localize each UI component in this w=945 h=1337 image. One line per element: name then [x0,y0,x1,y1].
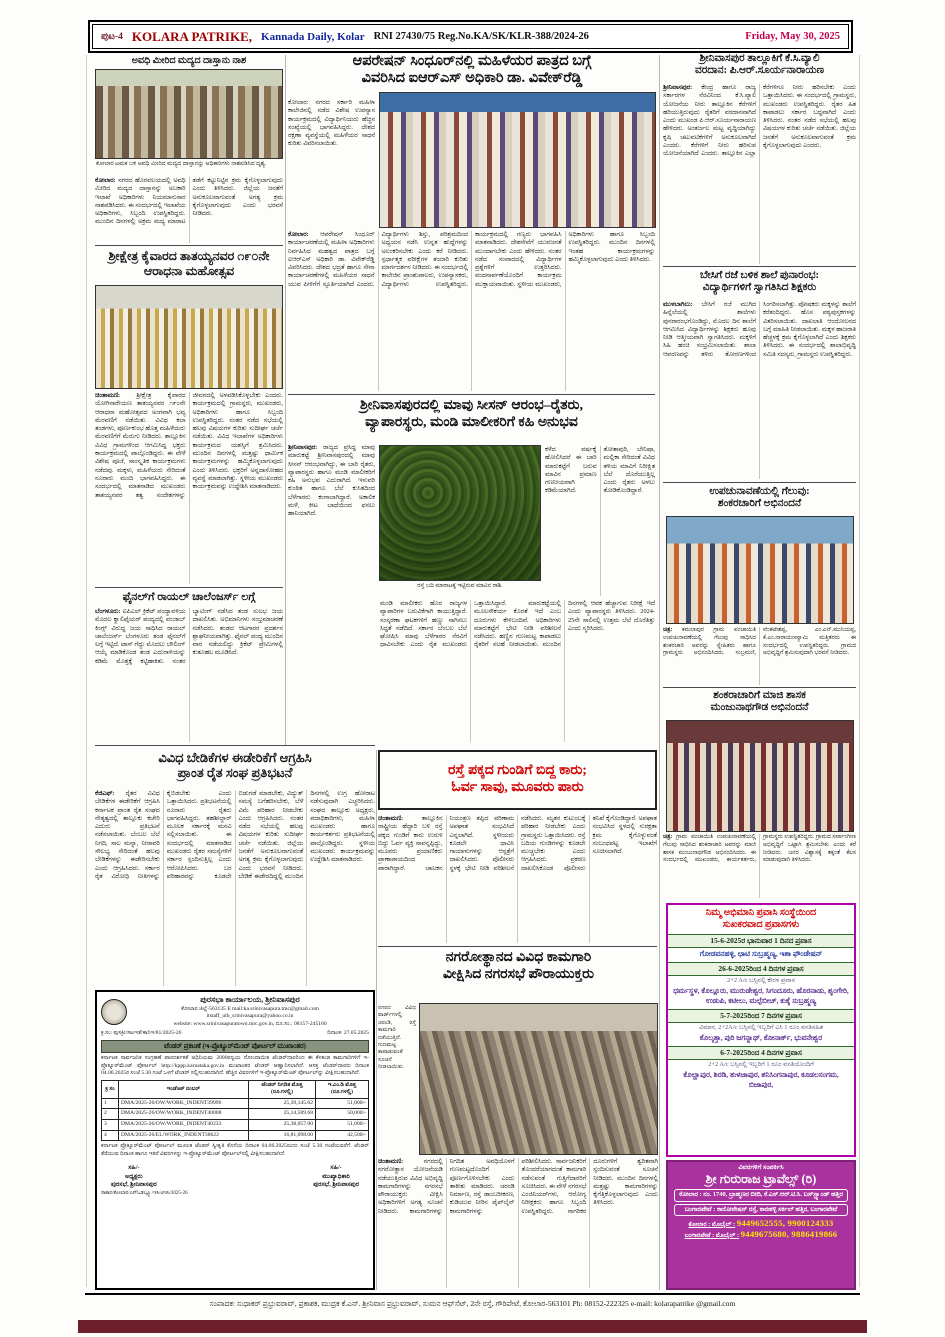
travel-section [668,962,854,1009]
divider [95,745,375,746]
tender-line1: ಕೋಲಾರ ಜಿಲ್ಲೆ-563135 E mail:ka.srinivasapura.tmc@gmail.com [181,1005,319,1012]
tour-bus-note: 2+2 A/c ಬಸ್ಸಿನಲ್ಲಿ ಕೇರಳ ಪ್ರವಾಸ [727,976,795,984]
sign-office: ಪುರಸಭೆ, ಶ್ರೀನಿವಾಸಪುರ [111,1180,157,1188]
tender-line2: itstaff_ulb_srinivasapura@yahoo.co.in [206,1013,294,1020]
body-text: ನಗರದಲ್ಲಿ ನಗರೋತ್ಥಾನ ಯೋಜನೆಯಡಿ ನಡೆಯುತ್ತಿರುವ ವಿವಿಧ ಅಭಿವೃದ್ಧಿ ಕಾಮಗಾರಿಗಳನ್ನು ನಗರಸಭೆ ಪೌರಾಯುಕ್ತರು ವೀಕ್ಷಿಸಿ ಅಧಿಕಾರಿಗಳಿಗೆ ಅಗತ್ಯ ಸೂಚನೆ ನೀಡಿದರು. ಕಾಮಗಾರಿಗಳನ್ನು ನಿಗದಿತ ಅವಧಿಯೊಳಗೆ ಗುಣಮಟ್ಟದೊಂದಿಗೆ ಪೂರ್ಣಗೊಳಿಸಬೇಕು ಎಂದು ತಾಕೀತು ಮಾಡಿದರು. ಚರಂಡಿ ನಿರ್ಮಾಣ, ರಸ್ತೆ ಡಾಂಬರೀಕರಣ, ಕುಡಿಯುವ ನೀರಿನ ಪೈಪ್‌ಲೈನ್ ಕಾಮಗಾರಿಗಳನ್ನು ಪರಿಶೀಲಿಸಿದರು. ಸಾರ್ವಜನಿಕರಿಗೆ ತೊಂದರೆಯಾಗದಂತೆ ಕಾಮಗಾರಿ ನಡೆಸುವಂತೆ ಗುತ್ತಿಗೆದಾರರಿಗೆ ಸೂಚಿಸಿದರು. ಈ ವೇಳೆ ನಗರಸಭೆ ಎಂಜಿನಿಯರ್‌ಗಳು, ಆರೋಗ್ಯ ನಿರೀಕ್ಷಕರು ಹಾಗೂ ಸಿಬ್ಬಂದಿ ಉಪಸ್ಥಿತರಿದ್ದರು. ನಾಗರಿಕರ ದೂರುಗಳಿಗೆ ತ್ವರಿತವಾಗಿ ಸ್ಪಂದಿಸುವಂತೆ ಸೂಚನೆ ನೀಡಿದರು. ಮುಂದಿನ ದಿನಗಳಲ್ಲಿ ಮತ್ತಷ್ಟು ಕಾಮಗಾರಿಗಳನ್ನು ಕೈಗೆತ್ತಿಕೊಳ್ಳಲಾಗುವುದು ಎಂದು ತಿಳಿಸಿದರು. [378,1158,658,1215]
headline-rcb-final: ಫೈನಲ್‌ಗೆ ರಾಯಲ್ ಚಾಲೆಂಜರ್ಸ್ ಲಗ್ಗೆ [122,591,256,603]
cell: DMA/2025-26/OW/WORK_INDENT39996 [119,1098,249,1109]
body-text: ತಾಲ್ಲೂಕಿನ ರಾಷ್ಟ್ರೀಯ ಹೆದ್ದಾರಿ ಬಳಿ ರಸ್ತೆ ಪಕ್ಕದ ಗುಂಡಿಗೆ ಕಾರು ಉರುಳಿ ಬಿದ್ದು ಓರ್ವ ವ್ಯಕ್ತಿ ಸಾವನ್ನಪ್ಪಿದ್ದು, ಮೂವರು ಪ್ರಯಾಣಿಕರು ಪ್ರಾಣಾಪಾಯದಿಂದ ಪಾರಾಗಿದ್ದಾರೆ. ಚಾಲಕನ ನಿಯಂತ್ರಣ ತಪ್ಪಿದ ಪರಿಣಾಮ ಅಪಘಾತ ಸಂಭವಿಸಿದೆ ಎನ್ನಲಾಗಿದೆ. ಸ್ಥಳೀಯರು ಕೂಡಲೇ ಧಾವಿಸಿ ಗಾಯಾಳುಗಳನ್ನು ಆಸ್ಪತ್ರೆಗೆ ದಾಖಲಿಸಿದರು. ಪೊಲೀಸರು ಸ್ಥಳಕ್ಕೆ ಭೇಟಿ ನೀಡಿ ಪರಿಶೀಲನೆ ನಡೆಸಿದರು. ಮೃತರ ಕುಟುಂಬಕ್ಕೆ ಪರಿಹಾರ ನೀಡಬೇಕು ಎಂದು ಗ್ರಾಮಸ್ಥರು ಒತ್ತಾಯಿಸಿದರು. ರಸ್ತೆ ಬದಿಯ ಗುಂಡಿಗಳನ್ನು ಕೂಡಲೇ ಮುಚ್ಚಬೇಕು ಎಂದು ಆಗ್ರಹಿಸಿದರು. ಪ್ರಕರಣ ದಾಖಲಿಸಿಕೊಂಡ ಪೊಲೀಸರು ತನಿಖೆ ಕೈಗೊಂಡಿದ್ದಾರೆ. ಅಪಘಾತ ಸಂಭವಿಸಿದ ಸ್ಥಳದಲ್ಲಿ ಸುರಕ್ಷತಾ ಕ್ರಮ ಕೈಗೊಳ್ಳುವಂತೆ ಸಂಬಂಧಪಟ್ಟ ಇಲಾಖೆಗೆ ಸೂಚಿಸಲಾಗಿದೆ. [378,815,657,872]
tour-destinations: ಗೋಡವನಹಳ್ಳಿ, ಛಾಟಿ ಸುಬ್ರಹ್ಮಣ್ಯ, ಇಶಾ ಫೌಂಡೇಷನ್ [699,948,823,958]
gururaj-travels-ad [666,1160,856,1290]
sign-office: ಪುರಸಭೆ, ಶ್ರೀನಿವಾಸಪುರ [313,1180,359,1188]
headline-line1: ಶ್ರೀನಿವಾಸಪುರದಲ್ಲಿ ಮಾವು ಸೀಸನ್ ಆರಂಭ–ರೈತರು, [360,398,583,413]
headline-operation-sindoor [288,53,656,87]
headline-line2: ಪ್ರಾಂತ ರೈತ ಸಂಘ ಪ್ರತಿಭಟನೆ [177,765,293,781]
cell: 2 [102,1109,119,1120]
divider [95,245,283,246]
tour-destinations: ಧರ್ಮಸ್ಥಳ, ಕೊಲ್ಲೂರು, ಮುರುಡೇಶ್ವರ, ಸಿಗಂದೂರು, ಹೊರನಾಡು, ಶೃಂಗೇರಿ, ಉಡುಪಿ, ಕಟೀಲು, ಮಲ್ಪೆಬೀಚ್, ಕುಕ್ಕೆ ಸುಬ್ರಹ್ಮಣ್ಯ [673,985,849,1005]
dateline: ಚಿಂತಾಮಣಿ: [95,392,121,399]
tender-date: ದಿನಾಂಕ: 27.05.2025 [327,1030,369,1037]
tour-date-header: 15-6-2025ರ ಭಾನುವಾರ 1 ದಿನದ ಪ್ರವಾಸ [668,934,854,948]
headline-mango-season [288,398,655,431]
ad-address-kolar: ಕೋಲಾರ : ನಂ. 1740, ಬ್ರಾಹ್ಮಣರ ಬೀದಿ, ಕೆ.ಎಸ್.ಆರ್.ಟಿ.ಸಿ. ಬಸ್‌ಸ್ಟ್ಯಾಂಡ್ ಹತ್ತಿರ [674,1189,848,1202]
divider [95,587,283,588]
travel-section [668,934,854,962]
photo-liquor-destruction [96,70,282,158]
table-row [102,1119,369,1130]
tour-date-header: 26-6-2025ರಿಂದ 4 ದಿನಗಳ ಪ್ರವಾಸ [668,962,854,976]
rni-number: RNI 27430/75 Reg.No.KA/SK/KLR-388/2024-26 [373,31,589,42]
tour-date-header: 5-7-2025ರಿಂದ 7 ದಿನಗಳ ಪ್ರವಾಸ [668,1009,854,1023]
signature-left [111,1164,157,1189]
travel-ad [666,903,856,1157]
dateline: ಕೆಜಿಎಫ್: [95,790,115,797]
photo-stage-group [380,93,655,227]
headline-car-accident-box [378,750,657,810]
paper-title: KOLARA PATRIKE, [131,28,253,44]
body-text: ಗ್ರಾಮ ಪಂಚಾಯಿತಿ ಉಪಚುನಾವಣೆಯಲ್ಲಿ ಗೆಲುವು ಸಾಧಿಸಿದ ಶಂಕರಾಚಾರಿ ಅವರನ್ನು ಮಾಜಿ ಶಾಸಕ ಮಂಜುನಾಥಗೌಡ ಅಭಿನಂದಿಸಿದರು. ಈ ಸಂದರ್ಭದಲ್ಲಿ ಮುಖಂಡರು, ಕಾರ್ಯಕರ್ತರು, ಗ್ರಾಮಸ್ಥರು ಉಪಸ್ಥಿತರಿದ್ದರು. ಗ್ರಾಮದ ಸರ್ವಾಂಗೀಣ ಅಭಿವೃದ್ಧಿಗೆ ಒಟ್ಟಾಗಿ ಶ್ರಮಿಸಬೇಕು ಎಂದು ಕರೆ ನೀಡಿದರು. ಜನರ ವಿಶ್ವಾಸಕ್ಕೆ ತಕ್ಕಂತೆ ಕೆಲಸ ಮಾಡುವುದಾಗಿ ತಿಳಿಸಿದರು. [663,834,856,864]
headline-line2: ಶಂಕರಚಾರಿಗೆ ಅಭಿನಂದನೆ [717,498,802,510]
cell: 42,500/- [316,1130,369,1141]
divider [663,482,856,483]
article-liquor-body [95,177,283,243]
cell: DMA/2025-26/OW/WORK_INDENT40233 [119,1119,249,1130]
col-amount: ಟೆಂಡರ್ ನಿಗದಿತ ಮೊತ್ತ (ರೂ.ಗಳಲ್ಲಿ) [249,1080,316,1098]
ad-agency-name: ಶ್ರೀ ಗುರುರಾಜ ಟ್ರಾವೆಲ್ಸ್ (ರಿ) [705,1172,817,1186]
tender-notice-box [95,990,375,1290]
phone-label: ಬಂಗಾರಪೇಟೆ : ಮೊಬೈಲ್ : [684,1232,740,1240]
tour-date-header: 6-7-2025ರಿಂದ 4 ದಿನಗಳ ಪ್ರವಾಸ [668,1046,854,1060]
tour-bus-note: 2+2 A/c ಬಸ್ಸಿನಲ್ಲಿ ಇಬ್ಬರಿಗೆ 1 ರೂಂ ವಸತಿಯೊಂದಿಗೆ [708,1060,814,1068]
tender-table [101,1080,369,1141]
dateline: ಶ್ರೀನಿವಾಸಪುರ: [288,444,318,451]
dateline: ಮುಳಬಾಗಿಲು: [663,301,693,308]
sign-title: ಮುಖ್ಯಾಧಿಕಾರಿ [322,1172,350,1180]
col-emd: ಇ.ಎಂ.ಡಿ ಮೊತ್ತ (ರೂ.ಗಳಲ್ಲಿ) [316,1080,369,1098]
tour-destinations: ಕೊಲ್ಕತ್ತಾ, ಪುರಿ ಜಗನ್ನಾಥ್, ಕೋನಾರ್ಕ್, ಭುವನೇಶ್ವರ [699,1032,823,1042]
body-text: ಆಪರೇಷನ್ ಸಿಂಧೂರ್ ಕಾರ್ಯಾಚರಣೆಯಲ್ಲಿ ಮಹಿಳಾ ಅಧಿಕಾರಿಗಳು ನಿರ್ವಹಿಸಿದ ಮಹತ್ವದ ಪಾತ್ರದ ಬಗ್ಗೆ ಐಆರ್‌ಎಸ್ ಅಧಿಕಾರಿ ಡಾ. ವಿವೇಕ್‌ರೆಡ್ಡಿ ವಿವರಿಸಿದರು. ದೇಶದ ಭದ್ರತೆ ಹಾಗೂ ಸೇನಾ ಕಾರ್ಯಾಚರಣೆಗಳಲ್ಲಿ ಮಹಿಳೆಯರ ಸಾಧನೆ ಯುವ ಪೀಳಿಗೆಗೆ ಸ್ಫೂರ್ತಿಯಾಗಿದೆ ಎಂದರು. ವಿದ್ಯಾರ್ಥಿಗಳು ಶಿಸ್ತು, ಪರಿಶ್ರಮದಿಂದ ಅಧ್ಯಯನ ನಡೆಸಿ ಉನ್ನತ ಹುದ್ದೆಗಳನ್ನು ಅಲಂಕರಿಸಬೇಕು ಎಂದು ಕರೆ ನೀಡಿದರು. ಸ್ಪರ್ಧಾತ್ಮಕ ಪರೀಕ್ಷೆಗಳ ತಯಾರಿ ಕುರಿತು ಮಾರ್ಗದರ್ಶನ ನೀಡಿದರು. ಈ ಸಂದರ್ಭದಲ್ಲಿ ಕಾಲೇಜಿನ ಪ್ರಾಂಶುಪಾಲರು, ಉಪನ್ಯಾಸಕರು, ವಿದ್ಯಾರ್ಥಿಗಳು ಉಪಸ್ಥಿತರಿದ್ದರು. ಕಾರ್ಯಕ್ರಮದಲ್ಲಿ ಗಣ್ಯರು ಭಾಗವಹಿಸಿ ಮಾತನಾಡಿದರು. ದೇಶಸೇವೆಗೆ ಯುವಜನತೆ ಮುಂದಾಗಬೇಕು ಎಂದು ಹೇಳಿದರು. ನಂತರ ನಡೆದ ಸಂವಾದದಲ್ಲಿ ವಿದ್ಯಾರ್ಥಿಗಳ ಪ್ರಶ್ನೆಗಳಿಗೆ ಉತ್ತರಿಸಿದರು. ವಂದನಾರ್ಪಣೆಯೊಂದಿಗೆ ಕಾರ್ಯಕ್ರಮ ಮುಕ್ತಾಯವಾಯಿತು. ಸ್ಥಳೀಯ ಮುಖಂಡರು, ಅಧಿಕಾರಿಗಳು ಹಾಗೂ ಸಿಬ್ಬಂದಿ ಉಪಸ್ಥಿತರಿದ್ದರು. ಮುಂದಿನ ದಿನಗಳಲ್ಲಿ ಇಂತಹ ಕಾರ್ಯಕ್ರಮಗಳನ್ನು ಹಮ್ಮಿಕೊಳ್ಳಲಾಗುವುದು ಎಂದು ತಿಳಿಸಿದರು. [288,231,655,288]
cell: 51,000/- [316,1119,369,1130]
headline-farmers-protest [95,750,375,781]
cell: 25,38,057.00 [249,1119,316,1130]
bottom-color-bar [78,1320,867,1333]
photo-congratulation-group2 [667,721,853,831]
headline-line1: ರಸ್ತೆ ಪಕ್ಕದ ಗುಂಡಿಗೆ ಬಿದ್ದ ಕಾರು; [448,763,587,779]
body-text: ಐಪಿಎಲ್ ಕ್ರಿಕೆಟ್ ಪಂದ್ಯಾವಳಿಯ ಮೊದಲ ಕ್ವಾಲಿಫೈಯರ್ ಪಂದ್ಯದಲ್ಲಿ ಪಂಜಾಬ್ ಕಿಂಗ್ಸ್ ವಿರುದ್ಧ ಜಯ ಸಾಧಿಸಿದ ರಾಯಲ್ ಚಾಲೆಂಜರ್ಸ್ ಬೆಂಗಳೂರು ತಂಡ ಫೈನಲ್‌ಗೆ ಲಗ್ಗೆ ಇಟ್ಟಿದೆ. ಟಾಸ್ ಗೆದ್ದು ಮೊದಲು ಬೌಲಿಂಗ್ ಆಯ್ಕೆ ಮಾಡಿಕೊಂಡ ತಂಡ ಎದುರಾಳಿಯನ್ನು ಕಡಿಮೆ ಮೊತ್ತಕ್ಕೆ ಕಟ್ಟಿಹಾಕಿತು. ನಂತರ ಬ್ಯಾಟಿಂಗ್ ನಡೆಸಿದ ತಂಡ ಸುಲಭ ಜಯ ದಾಖಲಿಸಿತು. ಅಭಿಮಾನಿಗಳು ಸಂಭ್ರಮಾಚರಣೆ ನಡೆಸಿದರು. ತಂಡದ ಆಟಗಾರರ ಪ್ರದರ್ಶನ ಶ್ಲಾಘನೀಯವಾಗಿತ್ತು. ಫೈನಲ್ ಪಂದ್ಯ ಮುಂದಿನ ವಾರ ನಡೆಯಲಿದ್ದು ಕ್ರಿಕೆಟ್ ಪ್ರೇಮಿಗಳಲ್ಲಿ ಕುತೂಹಲ ಮೂಡಿಸಿದೆ. [95,608,283,665]
dateline: ಬೆಂಗಳೂರು: [95,608,121,615]
cell: 16,81,098.00 [249,1130,316,1141]
article-byelection-caption [663,627,856,685]
cell: 3 [102,1119,119,1130]
tour-destinations: ಕೊಲ್ಹಾಪುರ, ಶಿರಡಿ, ತುಳಜಾಪುರ, ಶನಿಸಿಂಗನಾಪುರ, ಕೂಡಲಸಂಗಮ, ಬಿಜಾಪುರ, [683,1069,839,1089]
divider [378,946,657,947]
page-left-edge [86,55,87,1287]
headline-line1: ಆಪರೇಷನ್ ಸಿಂಧೂರ್‌ನಲ್ಲಿ ಮಹಿಳೆಯರ ಪಾತ್ರದ ಬಗ್ಗೆ [352,53,592,69]
table-row [102,1130,369,1141]
cell: 50,000/- [316,1109,369,1120]
cell: DMA/2025-26/EL/WORK_INDENT38622 [119,1130,249,1141]
tender-table-header [102,1080,369,1098]
travel-section [668,1046,854,1093]
dateline: ಶ್ರೀನಿವಾಸಪುರ: [663,84,693,91]
phone-number: 9449675680, 9886419866 [740,1229,838,1240]
article-rcb-body [95,608,283,742]
page-right-edge [859,55,860,1287]
column-rule [659,55,660,1290]
tender-office: ಪುರಸಭಾ ಕಾರ್ಯಾಲಯ, ಶ್ರೀನಿವಾಸಪುರ [200,995,300,1004]
cell: 1 [102,1098,119,1109]
column-rule [285,55,286,745]
divider [288,394,655,395]
imprint-line: ಸಂಪಾದಕ: ಸುಧಾಕರ್ ಪ್ರಭ್ರುವರಾವ್, ಪ್ರಕಾಶಕ, ಮುದ್ರಕ ಕೆ.ಎನ್. ಶ್ರೀನಿವಾಸ ಪ್ರಭ್ರುವರಾವ್, ಸುಮನ ಆಫ್‌ಸೆಟ್, 2ನೇ ರಸ್ತೆ, ಗೌರಿಪೇಟೆ, ಕೋಲಾರ-563101 Ph: 08152-222325 e-mail: kolarapatrike @gmail.com [209,1299,736,1308]
photo-congratulation-group1 [667,517,853,623]
ad-phone-kolar [672,1218,850,1229]
headline-line2: ವರದಾನ: ಪಿ.ಆರ್.ಸೂರ್ಯನಾರಾಯಣ [694,65,825,77]
sign-title: ಅಧ್ಯಕ್ಷರು [125,1172,143,1180]
headline-line2: ವ್ಯಾಪಾರಸ್ಥರು, ಮಂಡಿ ಮಾಲೀಕರಿಗೆ ಕಹಿ ಅನುಭವ [365,414,578,430]
article-mango-bottom: ಮಂಡಿ ಮಾಲೀಕರು ಹೊರ ರಾಜ್ಯಗಳ ವ್ಯಾಪಾರಿಗಳ ಬರುವಿಕೆಗಾಗಿ ಕಾಯುತ್ತಿದ್ದಾರೆ. ಸಂಸ್ಕರಣಾ ಘಟಕಗಳಿಗೆ ಹಣ್ಣು ಸಾಗಿಸಲು ಸಿದ್ಧತೆ ನಡೆದಿದೆ. ಸರ್ಕಾರ ಬೆಂಬಲ ಬೆಲೆ ಘೋಷಿಸಿ ಮಾವು ಬೆಳೆಗಾರರ ನೆರವಿಗೆ ಧಾವಿಸಬೇಕು ಎಂದು ರೈತ ಮುಖಂಡರು ಒತ್ತಾಯಿಸಿದ್ದಾರೆ. ಮಾರುಕಟ್ಟೆಯಲ್ಲಿ ಮೂಲಸೌಕರ್ಯ ಕೊರತೆ ಇದೆ ಎಂಬ ದೂರುಗಳು ಕೇಳಿಬಂದಿವೆ. ಅಧಿಕಾರಿಗಳು ಮಾರುಕಟ್ಟೆಗೆ ಭೇಟಿ ನೀಡಿ ಪರಿಶೀಲನೆ ನಡೆಸಿದರು. ಹಣ್ಣಿನ ಗುಣಮಟ್ಟ ಕಾಪಾಡಲು ರೈತರಿಗೆ ಸಲಹೆ ನೀಡಲಾಯಿತು. ಮುಂದಿನ ದಿನಗಳಲ್ಲಿ ಆವಕ ಹೆಚ್ಚಾಗುವ ನಿರೀಕ್ಷೆ ಇದೆ ಎಂದು ವ್ಯಾಪಾರಸ್ಥರು ತಿಳಿಸಿದರು. 2024-25ನೇ ಸಾಲಿನಲ್ಲಿ ಉತ್ತಮ ಬೆಲೆ ದೊರೆತಿತ್ತು ಎಂದು ಸ್ಮರಿಸಿದರು. [380,600,655,649]
headline-line1: ವಿವಿಧ ಬೇಡಿಕೆಗಳ ಈಡೇರಿಕೆಗೆ ಆಗ್ರಹಿಸಿ [158,750,312,765]
headline-line1: ಶ್ರೀನಿವಾಸಪುರ ತಾಲ್ಲೂಕಿಗೆ ಕೆ.ಸಿ.ವ್ಯಾಲಿ [699,53,820,64]
ad-contact-note: ವಿವರಗಳಿಗೆ ಸಂಪರ್ಕಿಸಿ [738,1164,784,1171]
photo-procession [96,286,282,388]
article-kaivara-body [95,392,283,584]
body-text: ರೈತರ ವಿವಿಧ ಬೇಡಿಕೆಗಳ ಈಡೇರಿಕೆಗೆ ಆಗ್ರಹಿಸಿ ಕರ್ನಾಟಕ ಪ್ರಾಂತ ರೈತ ಸಂಘದ ನೇತೃತ್ವದಲ್ಲಿ ತಾಲ್ಲೂಕು ಕಚೇರಿ ಎದುರು ಪ್ರತಿಭಟನೆ ನಡೆಸಲಾಯಿತು. ಬೆಂಬಲ ಬೆಲೆ ನಿಗದಿ, ಸಾಲ ಮನ್ನಾ, ನೀರಾವರಿ ಸೌಲಭ್ಯ ಸೇರಿದಂತೆ ಹಲವು ಬೇಡಿಕೆಗಳನ್ನು ಈಡೇರಿಸಬೇಕು ಎಂದು ಆಗ್ರಹಿಸಿದರು. ಸರ್ಕಾರ ರೈತ ವಿರೋಧಿ ನೀತಿಗಳನ್ನು ಕೈಬಿಡಬೇಕು ಎಂದು ಒತ್ತಾಯಿಸಿದರು. ಪ್ರತಿಭಟನೆಯಲ್ಲಿ ನೂರಾರು ರೈತರು ಭಾಗವಹಿಸಿದ್ದರು. ತಹಶೀಲ್ದಾರ್ ಮೂಲಕ ಸರ್ಕಾರಕ್ಕೆ ಮನವಿ ಸಲ್ಲಿಸಲಾಯಿತು. ಈ ಸಂದರ್ಭದಲ್ಲಿ ಮಾತನಾಡಿದ ಮುಖಂಡರು ರೈತರ ಸಮಸ್ಯೆಗಳಿಗೆ ಸರ್ಕಾರ ಸ್ಪಂದಿಸುತ್ತಿಲ್ಲ ಎಂದು ಆರೋಪಿಸಿದರು. ಬರ ಪರಿಹಾರವನ್ನು ಕೂಡಲೇ ಬಿಡುಗಡೆ ಮಾಡಬೇಕು, ವಿದ್ಯುತ್ ಸಮಸ್ಯೆ ಬಗೆಹರಿಸಬೇಕು, ಬೆಳೆ ವಿಮೆ ಪರಿಹಾರ ನೀಡಬೇಕು ಎಂದು ಆಗ್ರಹಿಸಿದರು. ನಂತರ ನಡೆದ ಸಭೆಯಲ್ಲಿ ಹಲವು ವಿಷಯಗಳ ಕುರಿತು ಸುದೀರ್ಘ ಚರ್ಚೆ ನಡೆಯಿತು. ಜಿಲ್ಲೆಯ ಜನತೆಗೆ ಅನುಕೂಲವಾಗುವಂತೆ ಅಗತ್ಯ ಕ್ರಮ ಕೈಗೊಳ್ಳಲಾಗುವುದು ಎಂದು ಭರವಸೆ ನೀಡಿದರು. ಬೇಡಿಕೆ ಈಡೇರದಿದ್ದಲ್ಲಿ ಮುಂದಿನ ದಿನಗಳಲ್ಲಿ ಉಗ್ರ ಹೋರಾಟ ನಡೆಸುವುದಾಗಿ ಎಚ್ಚರಿಸಿದರು. ಸಂಘದ ತಾಲ್ಲೂಕು ಅಧ್ಯಕ್ಷರು, ಪದಾಧಿಕಾರಿಗಳು, ಮಹಿಳಾ ಮುಖಂಡರು ಹಾಗೂ ಕಾರ್ಯಕರ್ತರು ಪ್ರತಿಭಟನೆಯಲ್ಲಿ ಪಾಲ್ಗೊಂಡಿದ್ದರು. ಸ್ಥಳೀಯ ಮುಖಂಡರು ಕಾರ್ಯಕ್ರಮವನ್ನು ಉದ್ದೇಶಿಸಿ ಮಾತನಾಡಿದರು. [95,790,375,880]
divider [663,687,856,688]
article-sindoor-body [288,231,655,391]
col-indent: ಇಂಡೆಂಟ್ ನಂಬರ್ [119,1080,249,1098]
headline-kcvalley [663,53,856,78]
body-text: ಕಮಲಾಪುರ ಗ್ರಾಮ ಪಂಚಾಯಿತಿ ಉಪಚುನಾವಣೆಯಲ್ಲಿ ಗೆಲುವು ಸಾಧಿಸಿದ ಶಂಕರಚಾರಿ ಅವರನ್ನು ಸ್ನೇಹಿತರು ಹಾಗೂ ಗ್ರಾಮಸ್ಥರು ಅಭಿನಂದಿಸಿದರು. ಸುಬ್ರಮಣಿ, ವೆಂಕಟೇಶಪ್ಪ, ಎಂ.ಎನ್.ಮುನಿಯಪ್ಪ, ಕೆ.ಎಂ.ನಾರಾಯಣಸ್ವಾಮಿ ಮತ್ತಿತರರು ಈ ಸಂದರ್ಭದಲ್ಲಿ ಉಪಸ್ಥಿತರಿದ್ದರು. ಗ್ರಾಮದ ಅಭಿವೃದ್ಧಿಗೆ ಶ್ರಮಿಸುವುದಾಗಿ ಭರವಸೆ ನೀಡಿದರು. [663,627,856,657]
footer-rule [85,1293,860,1295]
tender-line3: website: www.srinivasapuratown.mrc.gov.in, ದೂ.ಸಂ.: 08157-245160 [173,1020,327,1027]
dateline: ಚಿಂತಾಮಣಿ: [378,1158,404,1165]
col-serial: ಕ್ರ ಸಂ [102,1080,119,1098]
cell: 51,000/- [316,1098,369,1109]
issue-date: Friday, May 30, 2025 [745,31,840,42]
body-text: ನಗರದ ಹೊರವಲಯದಲ್ಲಿ ಅವಧಿ ಮೀರಿದ ಮದ್ಯದ ದಾಸ್ತಾನನ್ನು ಅಬಕಾರಿ ಇಲಾಖೆ ಅಧಿಕಾರಿಗಳು ನಿಯಮಾನುಸಾರ ನಾಶಪಡಿಸಿದರು. ಈ ಸಂದರ್ಭದಲ್ಲಿ ಇಲಾಖೆಯ ಅಧಿಕಾರಿಗಳು, ಸಿಬ್ಬಂದಿ ಉಪಸ್ಥಿತರಿದ್ದರು. ಮುಂದಿನ ದಿನಗಳಲ್ಲಿ ಅಕ್ರಮ ಮದ್ಯ ಮಾರಾಟ ತಡೆಗೆ ಕಟ್ಟುನಿಟ್ಟಿನ ಕ್ರಮ ಕೈಗೊಳ್ಳಲಾಗುವುದು ಎಂದು ತಿಳಿಸಿದರು. ಜಿಲ್ಲೆಯ ಜನತೆಗೆ ಅನುಕೂಲವಾಗುವಂತೆ ಅಗತ್ಯ ಕ್ರಮ ಕೈಗೊಳ್ಳಲಾಗುವುದು ಎಂದು ಭರವಸೆ ನೀಡಿದರು. [95,177,283,226]
tour-bus-note: ವಿಮಾನ, 2+2A/c ಬಸ್ಸಿನಲ್ಲಿ ಇಬ್ಬರಿಗೆ ಎಸಿ 1 ರೂಂ ವಸತಿಸಹಿತ [698,1023,824,1031]
article-cityworks-body [378,1158,658,1288]
body-text: ಕೇಂದ್ರ ಹಾಗೂ ರಾಜ್ಯ ಸರ್ಕಾರಗಳ ನೆರವಿನಿಂದ ಕೆ.ಸಿ.ವ್ಯಾಲಿ ಯೋಜನೆಯ ನೀರು ತಾಲ್ಲೂಕಿನ ಕೆರೆಗಳಿಗೆ ಹರಿಯುತ್ತಿರುವುದು ರೈತರಿಗೆ ವರದಾನವಾಗಿದೆ ಎಂದು ಮುಖಂಡ ಪಿ.ಆರ್.ಸೂರ್ಯನಾರಾಯಣ ಹೇಳಿದರು. ಅಂತರ್ಜಲ ಮಟ್ಟ ವೃದ್ಧಿಯಾಗಿದ್ದು ಕೃಷಿ ಚಟುವಟಿಕೆಗಳಿಗೆ ಅನುಕೂಲವಾಗಿದೆ ಎಂದರು. ಕೆರೆಗಳಿಗೆ ನೀರು ಹರಿಸುವ ಯೋಜನೆಯಾಗಿದೆ ಎಂದರು. ತಾಲ್ಲೂಕಿನ ಎಲ್ಲಾ ಕೆರೆಗಳಿಗೂ ನೀರು ಹರಿಸಬೇಕು ಎಂದು ಒತ್ತಾಯಿಸಿದರು. ಈ ಸಂದರ್ಭದಲ್ಲಿ ಗ್ರಾಮಸ್ಥರು, ಮುಖಂಡರು ಉಪಸ್ಥಿತರಿದ್ದರು. ರೈತರ ಹಿತ ಕಾಪಾಡಲು ಸರ್ಕಾರ ಬದ್ಧವಾಗಿದೆ ಎಂದು ತಿಳಿಸಿದರು. ನಂತರ ನಡೆದ ಸಭೆಯಲ್ಲಿ ಹಲವು ವಿಷಯಗಳ ಕುರಿತು ಚರ್ಚೆ ನಡೆಯಿತು. ಜಿಲ್ಲೆಯ ಜನತೆಗೆ ಅನುಕೂಲವಾಗುವಂತೆ ಕ್ರಮ ಕೈಗೊಳ್ಳಲಾಗುವುದು ಎಂದರು. [663,84,856,158]
column-rule [376,750,377,1290]
cell: 25,14,589.68 [249,1109,316,1120]
headline-kaivara-festival: ಶ್ರೀಕ್ಷೇತ್ರ ಕೈವಾರದ ತಾತಯ್ಯನವರ ೧೯೦ನೇ ಆರಾಧನಾ ಮಹೋತ್ಸವ [108,249,270,278]
headline-line2: ವಿವರಿಸಿದ ಐಆರ್‌ಎಸ್ ಅಧಿಕಾರಿ ಡಾ. ವಿವೇಕ್‌ರೆಡ್ಡಿ [361,70,583,87]
tender-ref: ಕ್ರ.ಸಂ: ಪುಸಕ್ರೀ/ಸಾಂಇತೆ/ಕಾನಿಇ/81/2025-26 [101,1030,182,1037]
dateline: ಕೋಲಾರ: [95,177,116,184]
article-mango-rightcol: ಕಳೆದ ವರ್ಷಕ್ಕೆ ಹೋಲಿಸಿದರೆ ಈ ಬಾರಿ ಮಾರುಕಟ್ಟೆಗೆ ಬರುವ ಮಾವಿನ ಪ್ರಮಾಣ ಗಣನೀಯವಾಗಿ ಕಡಿಮೆಯಾಗಿದೆ. ತೋತಾಪುರಿ, ಬೇನಿಷಾ, ಮಲ್ಲಿಕಾ ಸೇರಿದಂತೆ ವಿವಿಧ ತಳಿಯ ಮಾವಿಗೆ ನಿರೀಕ್ಷಿತ ಬೆಲೆ ದೊರೆಯುತ್ತಿಲ್ಲ ಎಂದು ರೈತರು ಅಳಲು ತೋಡಿಕೊಂಡಿದ್ದಾರೆ. [545,446,655,495]
ad-phone-bangarpet [672,1229,850,1240]
body-text: ಶ್ರೀಕ್ಷೇತ್ರ ಕೈವಾರದ ಯೋಗಿನಾರೇಯಣ ತಾತಯ್ಯನವರ ೧೯೦ನೇ ಆರಾಧನಾ ಮಹೋತ್ಸವದ ಅಂಗವಾಗಿ ಭವ್ಯ ಮೆರವಣಿಗೆ ನಡೆಯಿತು. ವಿವಿಧ ಕಲಾ ತಂಡಗಳು, ಪೂರ್ಣಕುಂಭ ಹೊತ್ತ ಮಹಿಳೆಯರು ಮೆರವಣಿಗೆಗೆ ಮೆರುಗು ನೀಡಿದರು. ತಾಲ್ಲೂಕಿನ ವಿವಿಧ ಗ್ರಾಮಗಳಿಂದ ಆಗಮಿಸಿದ್ದ ಭಕ್ತರು ಕಾರ್ಯಕ್ರಮದಲ್ಲಿ ಪಾಲ್ಗೊಂಡಿದ್ದರು. ಈ ವೇಳೆ ವಿಶೇಷ ಪೂಜೆ, ಸಾಂಸ್ಕೃತಿಕ ಕಾರ್ಯಕ್ರಮಗಳು ನಡೆದವು. ಮಕ್ಕಳು, ಮಹಿಳೆಯರು ಸೇರಿದಂತೆ ನೂರಾರು ಮಂದಿ ಭಾಗವಹಿಸಿದ್ದರು. ಈ ಸಂದರ್ಭದಲ್ಲಿ ಮಾತನಾಡಿದ ಮುಖಂಡರು ತಾತಯ್ಯನವರ ತತ್ವ ಸಂದೇಶಗಳನ್ನು ಜೀವನದಲ್ಲಿ ಅಳವಡಿಸಿಕೊಳ್ಳಬೇಕು ಎಂದರು. ಕಾರ್ಯಕ್ರಮದಲ್ಲಿ ಗ್ರಾಮಸ್ಥರು, ಮುಖಂಡರು, ಅಧಿಕಾರಿಗಳು ಹಾಗೂ ಸಿಬ್ಬಂದಿ ಉಪಸ್ಥಿತರಿದ್ದರು. ನಂತರ ನಡೆದ ಸಭೆಯಲ್ಲಿ ಹಲವು ವಿಷಯಗಳ ಕುರಿತು ಸುದೀರ್ಘ ಚರ್ಚೆ ನಡೆಯಿತು. ವಿವಿಧ ಇಲಾಖೆಗಳ ಅಧಿಕಾರಿಗಳು ಕಾರ್ಯಕ್ರಮದ ಯಶಸ್ಸಿಗೆ ಶ್ರಮಿಸಿದರು. ಮುಂದಿನ ದಿನಗಳಲ್ಲಿ ಮತ್ತಷ್ಟು ಧಾರ್ಮಿಕ ಕಾರ್ಯಕ್ರಮಗಳನ್ನು ಹಮ್ಮಿಕೊಳ್ಳಲಾಗುವುದು ಎಂದು ತಿಳಿಸಿದರು. ಭಕ್ತರಿಗೆ ಅನ್ನದಾಸೋಹದ ವ್ಯವಸ್ಥೆ ಮಾಡಲಾಗಿತ್ತು. ಸ್ಥಳೀಯ ಮುಖಂಡರು ಕಾರ್ಯಕ್ರಮವನ್ನು ಉದ್ದೇಶಿಸಿ ಮಾತನಾಡಿದರು. [95,392,283,499]
tender-intro: ಕರ್ನಾಟಕ ಸಾರ್ವಜನಿಕ ಸಂಗ್ರಹಣೆ ಪಾರದರ್ಶಕತೆ ಅಧಿನಿಯಮ 2000ರನ್ವಯ ನೋಂದಾಯಿತ ಟೆಂಡರ್‌ದಾರರಿಂದ ಈ ಕೆಳಕಂಡ ಕಾಮಗಾರಿಗಳಿಗೆ ಇ-ಪ್ರೊಕ್ಯೂರ್‌ಮೆಂಟ್ ಪೋರ್ಟಲ್ http://kppp.karnataka.gov.in ಮುಖಾಂತರ ಟೆಂಡರ್ ಆಹ್ವಾನಿಸಲಾಗಿದೆ. ಆಸಕ್ತ ಟೆಂಡರ್‌ದಾರರು ದಿನಾಂಕ 04.06.2025ರ ಸಂಜೆ 5.30 ಗಂಟೆ ಒಳಗೆ ಟೆಂಡರ್ ಸಲ್ಲಿಸಬಹುದಾಗಿದೆ. ಹೆಚ್ಚಿನ ವಿವರಗಳಿಗೆ ಇ-ಪ್ರೊಕ್ಯೂರ್‌ಮೆಂಟ್ ಪೋರ್ಟಲ್‌ನ್ನು ವೀಕ್ಷಿಸಬಹುದಾಗಿದೆ. [101,1055,369,1077]
title-line2: ಸುಖಕರವಾದ ಪ್ರವಾಸಗಳು [722,919,800,930]
tender-note: ಕರ್ನಾಟಕ ಪ್ರೊಕ್ಯೂರ್‌ಮೆಂಟ್ ಪೋರ್ಟಲ್ ಮೂಲಕ ಟೆಂಡರ್ ಸ್ವೀಕೃತಿ ಕೊನೆಯ ದಿನಾಂಕ 04.06.2025ರಂದು ಸಂಜೆ 5.30 ಗಂಟೆಯವರೆಗೆ. ಟೆಂಡರ್ ತೆರೆಯುವ ದಿನಾಂಕ ಹಾಗೂ ಇತರೆ ವಿವರಗಳನ್ನು ಇ-ಪ್ರೊಕ್ಯೂರ್‌ಮೆಂಟ್ ಪೋರ್ಟಲ್‌ನಲ್ಲಿ ವೀಕ್ಷಿಸಬಹುದಾಗಿದೆ. [101,1143,369,1157]
travel-ad-title [668,905,854,934]
article-mango-leftcol [288,444,375,742]
body-text: ಬೇಸಿಗೆ ರಜೆ ಮುಗಿದ ಹಿನ್ನೆಲೆಯಲ್ಲಿ ಶಾಲೆಗಳು ಪುನರಾರಂಭಗೊಂಡಿದ್ದು, ಮೊದಲ ದಿನ ಶಾಲೆಗೆ ಆಗಮಿಸಿದ ವಿದ್ಯಾರ್ಥಿಗಳನ್ನು ಶಿಕ್ಷಕರು ಹೂವು ನೀಡಿ ಆತ್ಮೀಯವಾಗಿ ಸ್ವಾಗತಿಸಿದರು. ಮಕ್ಕಳಿಗೆ ಸಿಹಿ ಹಂಚಿ ಸಂಭ್ರಮಿಸಲಾಯಿತು. ಶಾಲಾ ಆವರಣವನ್ನು ತಳಿರು ತೋರಣಗಳಿಂದ ಸಿಂಗರಿಸಲಾಗಿತ್ತು. ಪೋಷಕರು ಮಕ್ಕಳನ್ನು ಶಾಲೆಗೆ ಕರೆತಂದಿದ್ದರು. ಹೊಸ ಪಠ್ಯಪುಸ್ತಕಗಳನ್ನು ವಿತರಿಸಲಾಯಿತು. ದಾಖಲಾತಿ ಆಂದೋಲನದ ಬಗ್ಗೆ ಮಾಹಿತಿ ನೀಡಲಾಯಿತು. ಮಕ್ಕಳ ಹಾಜರಾತಿ ಹೆಚ್ಚಳಕ್ಕೆ ಕ್ರಮ ಕೈಗೊಳ್ಳಲಾಗಿದೆ ಎಂದು ಶಿಕ್ಷಕರು ತಿಳಿಸಿದರು. ಈ ಸಂದರ್ಭದಲ್ಲಿ ಶಾಲಾಭಿವೃದ್ಧಿ ಸಮಿತಿ ಸದಸ್ಯರು, ಗ್ರಾಮಸ್ಥರು ಉಪಸ್ಥಿತರಿದ್ದರು. [663,301,856,358]
headline-school-reopen [663,270,856,295]
article-protest-body [95,790,375,986]
article-cityworks-leftcol: ನಗರದ ವಿವಿಧ ವಾರ್ಡ್‌ಗಳಲ್ಲಿ ಚರಂಡಿ, ರಸ್ತೆ ಕಾಮಗಾರಿ ನಡೆಯುತ್ತಿದೆ. ಗುಣಮಟ್ಟ ಕಾಪಾಡುವಂತೆ ಸೂಚನೆ ನೀಡಲಾಯಿತು. [378,1005,416,1070]
cell: DMA/2025-26/OW/WORK_INDENT40008 [119,1109,249,1120]
title-line1: ನಿಮ್ಮ ಅಭಿಮಾನಿ ಪ್ರವಾಸಿ ಸಂಸ್ಥೆಯಿಂದ [705,908,817,918]
article-kcvalley-body [663,84,856,264]
headline-line1: ಬೇಸಿಗೆ ರಜೆ ಬಳಿಕ ಶಾಲೆ ಪುನಾರಂಭ: [699,270,820,281]
phone-label: ಕೋಲಾರ : ಮೊಬೈಲ್ : [688,1221,736,1229]
headline-line2: ಮಂಜುನಾಥಗೌಡ ಅಭಿನಂದನೆ [710,702,809,714]
article-school-body [663,301,856,479]
table-row [102,1109,369,1120]
phone-number: 9449652555, 9900124333 [736,1218,834,1229]
caption-mango: ರಸ್ತೆ ಬದಿ ಮಾರಾಟಕ್ಕೆ ಇಟ್ಟಿರುವ ಮಾವಿನ ರಾಶಿ. [417,583,503,589]
sign-mark: ಸಹಿ/- [330,1164,342,1172]
sign-mark: ಸಹಿ/- [128,1164,140,1172]
headline-line2: ವೀಕ್ಷಿಸಿದ ನಗರಸಭೆ ಪೌರಾಯುಕ್ತರು [443,966,594,982]
headline-liquor-destroyed: ಅವಧಿ ಮೀರಿದ ಮದ್ಯದ ದಾಸ್ತಾನು ನಾಶ [131,56,247,66]
travel-section [668,1009,854,1046]
headline-line1: ಶಂಕರಾಚಾರಿಗೆ ಮಾಜಿ ಶಾಸಕ [713,690,806,701]
headline-line2: ಓರ್ವ ಸಾವು, ಮೂವರು ಪಾರು [451,780,584,795]
headline-line2: ವಿದ್ಯಾರ್ಥಿಗಳಿಗೆ ಸ್ವಾಗತಿಸಿದ ಶಿಕ್ಷಕರು [702,282,817,294]
photo-construction-site [420,1004,657,1154]
headline-exmla-congrats [663,690,856,715]
dateline: ಚಿಂತಾಮಣಿ: [378,815,404,822]
article-accident-body [378,815,657,943]
headline-line1: ನಗರೋತ್ಥಾನದ ವಿವಿಧ ಕಾಮಗಾರಿ [445,950,592,965]
table-row [102,1098,369,1109]
photo-mango-heap [380,446,540,580]
photo-credit: ಚಿತ್ರ: [663,834,673,840]
masthead [92,24,849,49]
headline-line1: ಉಪಚುನಾವಣೆಯಲ್ಲಿ ಗೆಲುವು: [709,486,810,497]
photo-credit: ಚಿತ್ರ: [663,627,673,633]
divider [663,266,856,267]
cell: 4 [102,1130,119,1141]
tender-title-bar: ಟೆಂಡರ್ ಪ್ರಕಟಣೆ (ಇ-ಪ್ರೊಕ್ಯೂರ್‌ಮೆಂಟ್ ಪೋರ್ಟಲ್ ಮುಖಾಂತರ) [101,1040,369,1053]
tender-footnote: ಸಾಕಾರ/ಕೋಲಾರ/ಎಸ್‌ಓಡಬ್ಲ್ಯೂ/ಇಸಿ/ಟಿಇಸಿ/2025-26 [101,1191,188,1197]
dateline: ಕೋಲಾರ: [288,231,309,238]
body-text: ರಾಜ್ಯದ ಪ್ರಸಿದ್ಧ ಮಾವು ಮಾರುಕಟ್ಟೆ ಶ್ರೀನಿವಾಸಪುರದಲ್ಲಿ ಮಾವು ಸೀಸನ್ ಆರಂಭವಾಗಿದ್ದು, ಈ ಬಾರಿ ರೈತರು, ವ್ಯಾಪಾರಸ್ಥರು ಹಾಗೂ ಮಂಡಿ ಮಾಲೀಕರಿಗೆ ಕಹಿ ಅನುಭವ ಎದುರಾಗಿದೆ. ಇಳುವರಿ ಕುಂಠಿತ ಹಾಗೂ ಬೆಲೆ ಕುಸಿತದಿಂದ ಬೆಳೆಗಾರರು ಕಂಗಾಲಾಗಿದ್ದಾರೆ. ಅಕಾಲಿಕ ಮಳೆ, ಕೀಟ ಬಾಧೆಯಿಂದ ಫಸಲು ಹಾನಿಯಾಗಿದೆ. [288,444,375,518]
headline-byelection-win [663,486,856,511]
headline-city-works [378,950,659,983]
article-sindoor-minicol: ಕೋಲಾರ: ನಗರದ ಸರ್ಕಾರಿ ಮಹಿಳಾ ಕಾಲೇಜಿನಲ್ಲಿ ನಡೆದ ವಿಶೇಷ ಉಪನ್ಯಾಸ ಕಾರ್ಯಕ್ರಮದಲ್ಲಿ ವಿದ್ಯಾರ್ಥಿನಿಯರು ಹೆಚ್ಚಿನ ಸಂಖ್ಯೆಯಲ್ಲಿ ಭಾಗವಹಿಸಿದ್ದರು. ದೇಶದ ರಕ್ಷಣಾ ವ್ಯವಸ್ಥೆಯಲ್ಲಿ ಮಹಿಳೆಯರ ಸಾಧನೆ ಕುರಿತು ವಿವರಿಸಲಾಯಿತು. [288,99,375,148]
article-exmla-caption [663,834,856,898]
cell: 25,39,145.62 [249,1098,316,1109]
ad-address-bangarpet: ಬಂಗಾರಪೇಟೆ : ಕಾರೋನೇಷನ್ ರಸ್ತೆ, ಕಾರಹಳ್ಳಿ ಸರ್ಕಲ್ ಹತ್ತಿರ, ಬಂಗಾರಪೇಟೆ [674,1204,848,1217]
paper-subtitle: Kannada Daily, Kolar [261,30,365,43]
municipality-seal-icon [101,999,127,1025]
page-number: ಪುಟ-4 [101,32,123,42]
caption-liquor: ಕೋಲಾರ ಟಮಕ ಬಳಿ ಅವಧಿ ಮೀರಿದ ಮದ್ಯದ ದಾಸ್ತಾನನ್ನು ಅಧಿಕಾರಿಗಳು ನಾಶಪಡಿಸಿದ ದೃಶ್ಯ. [96,161,267,167]
signature-right [313,1164,359,1189]
